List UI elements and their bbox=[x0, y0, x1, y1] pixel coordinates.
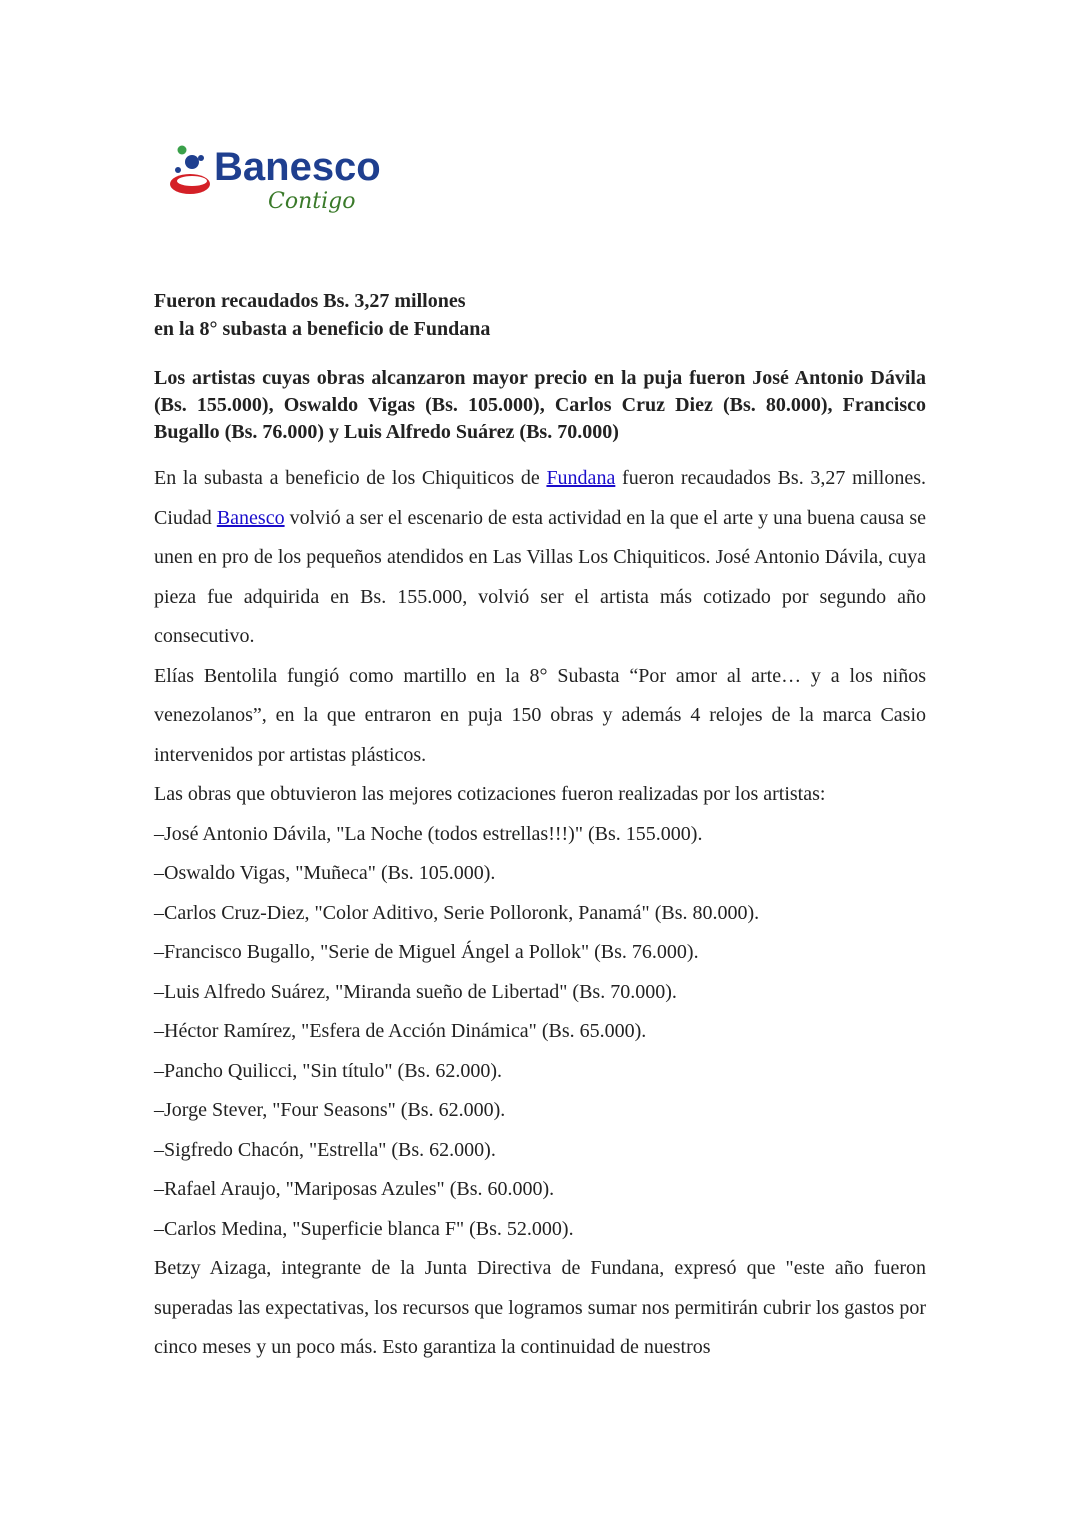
paragraph-1-text-c: volvió a ser el escenario de esta actividad en la que el arte y una buena causa se unen en pro de los pequeños atendidos en Las Villas Los Chiquiticos. José Antonio Dávila, cuya pieza fue adquirida en Bs. 155.000, volvió ser el artista más cotizado por segundo año consecutivo. bbox=[154, 506, 926, 647]
list-item: –Carlos Cruz-Diez, "Color Aditivo, Serie Polloronk, Panamá" (Bs. 80.000). bbox=[154, 901, 760, 924]
paragraph-4: Betzy Aizaga, integrante de la Junta Directiva de Fundana, expresó que "este año fueron superadas las expectativas, los recursos que logramos sumar nos permitirán cubrir los gastos por cinco meses y un poco más. Esto garantiza la continuidad de nuestros bbox=[154, 1257, 926, 1358]
list-item: –Héctor Ramírez, "Esfera de Acción Dinámica" (Bs. 65.000). bbox=[154, 1020, 647, 1042]
article-subtitle: Los artistas cuyas obras alcanzaron mayor precio en la puja fueron José Antonio Dávila (Bs. 155.000), Oswaldo Vigas (Bs. 105.000), Carlos Cruz Diez (Bs. 80.000), Francisco Bugallo (Bs. 76.000) y Luis Alfredo Suárez (Bs. 70.000) bbox=[154, 367, 926, 443]
paragraph-1 bbox=[154, 459, 926, 657]
title-line-2: en la 8° subasta a beneficio de Fundana bbox=[154, 318, 491, 340]
banesco-logo-mark bbox=[168, 140, 408, 225]
title-line-1: Fueron recaudados Bs. 3,27 millones bbox=[154, 290, 466, 312]
paragraph-1-text-b: fueron recaudados Bs. 3,27 millones. Ciudad bbox=[154, 467, 926, 529]
list-item: –Oswaldo Vigas, "Muñeca" (Bs. 105.000). bbox=[154, 862, 496, 884]
paragraph-1-text-a: En la subasta a beneficio de los Chiquiticos de bbox=[154, 467, 547, 489]
works-list bbox=[154, 815, 926, 1250]
list-item: –Sigfredo Chacón, "Estrella" (Bs. 62.000). bbox=[154, 1138, 496, 1161]
banesco-link[interactable]: Banesco bbox=[216, 506, 285, 529]
paragraph-3: Las obras que obtuvieron las mejores cotizaciones fueron realizadas por los artistas: bbox=[154, 783, 826, 805]
article bbox=[154, 287, 926, 1368]
list-item: –José Antonio Dávila, "La Noche (todos estrellas!!!)" (Bs. 155.000). bbox=[154, 822, 703, 845]
fundana-link[interactable]: Fundana bbox=[546, 467, 616, 489]
list-item: –Pancho Quilicci, "Sin título" (Bs. 62.000). bbox=[154, 1059, 502, 1082]
banesco-logo bbox=[168, 140, 408, 225]
brand-wordmark: Banesco bbox=[214, 145, 381, 189]
list-item: –Rafael Araujo, "Mariposas Azules" (Bs. 60.000). bbox=[154, 1178, 555, 1200]
list-item: –Jorge Stever, "Four Seasons" (Bs. 62.000). bbox=[154, 1099, 506, 1121]
list-item: –Carlos Medina, "Superficie blanca F" (Bs. 52.000). bbox=[154, 1217, 574, 1240]
list-item: –Luis Alfredo Suárez, "Miranda sueño de Libertad" (Bs. 70.000). bbox=[154, 980, 677, 1003]
article-title bbox=[154, 287, 926, 343]
list-item: –Francisco Bugallo, "Serie de Miguel Ángel a Pollok" (Bs. 76.000). bbox=[154, 941, 699, 963]
brand-tagline: Contigo bbox=[268, 189, 356, 214]
paragraph-2: Elías Bentolila fungió como martillo en la 8° Subasta “Por amor al arte… y a los niños venezolanos”, en la que entraron en puja 150 obras y además 4 relojes de la marca Casio intervenidos por artistas plásticos. bbox=[154, 664, 926, 766]
